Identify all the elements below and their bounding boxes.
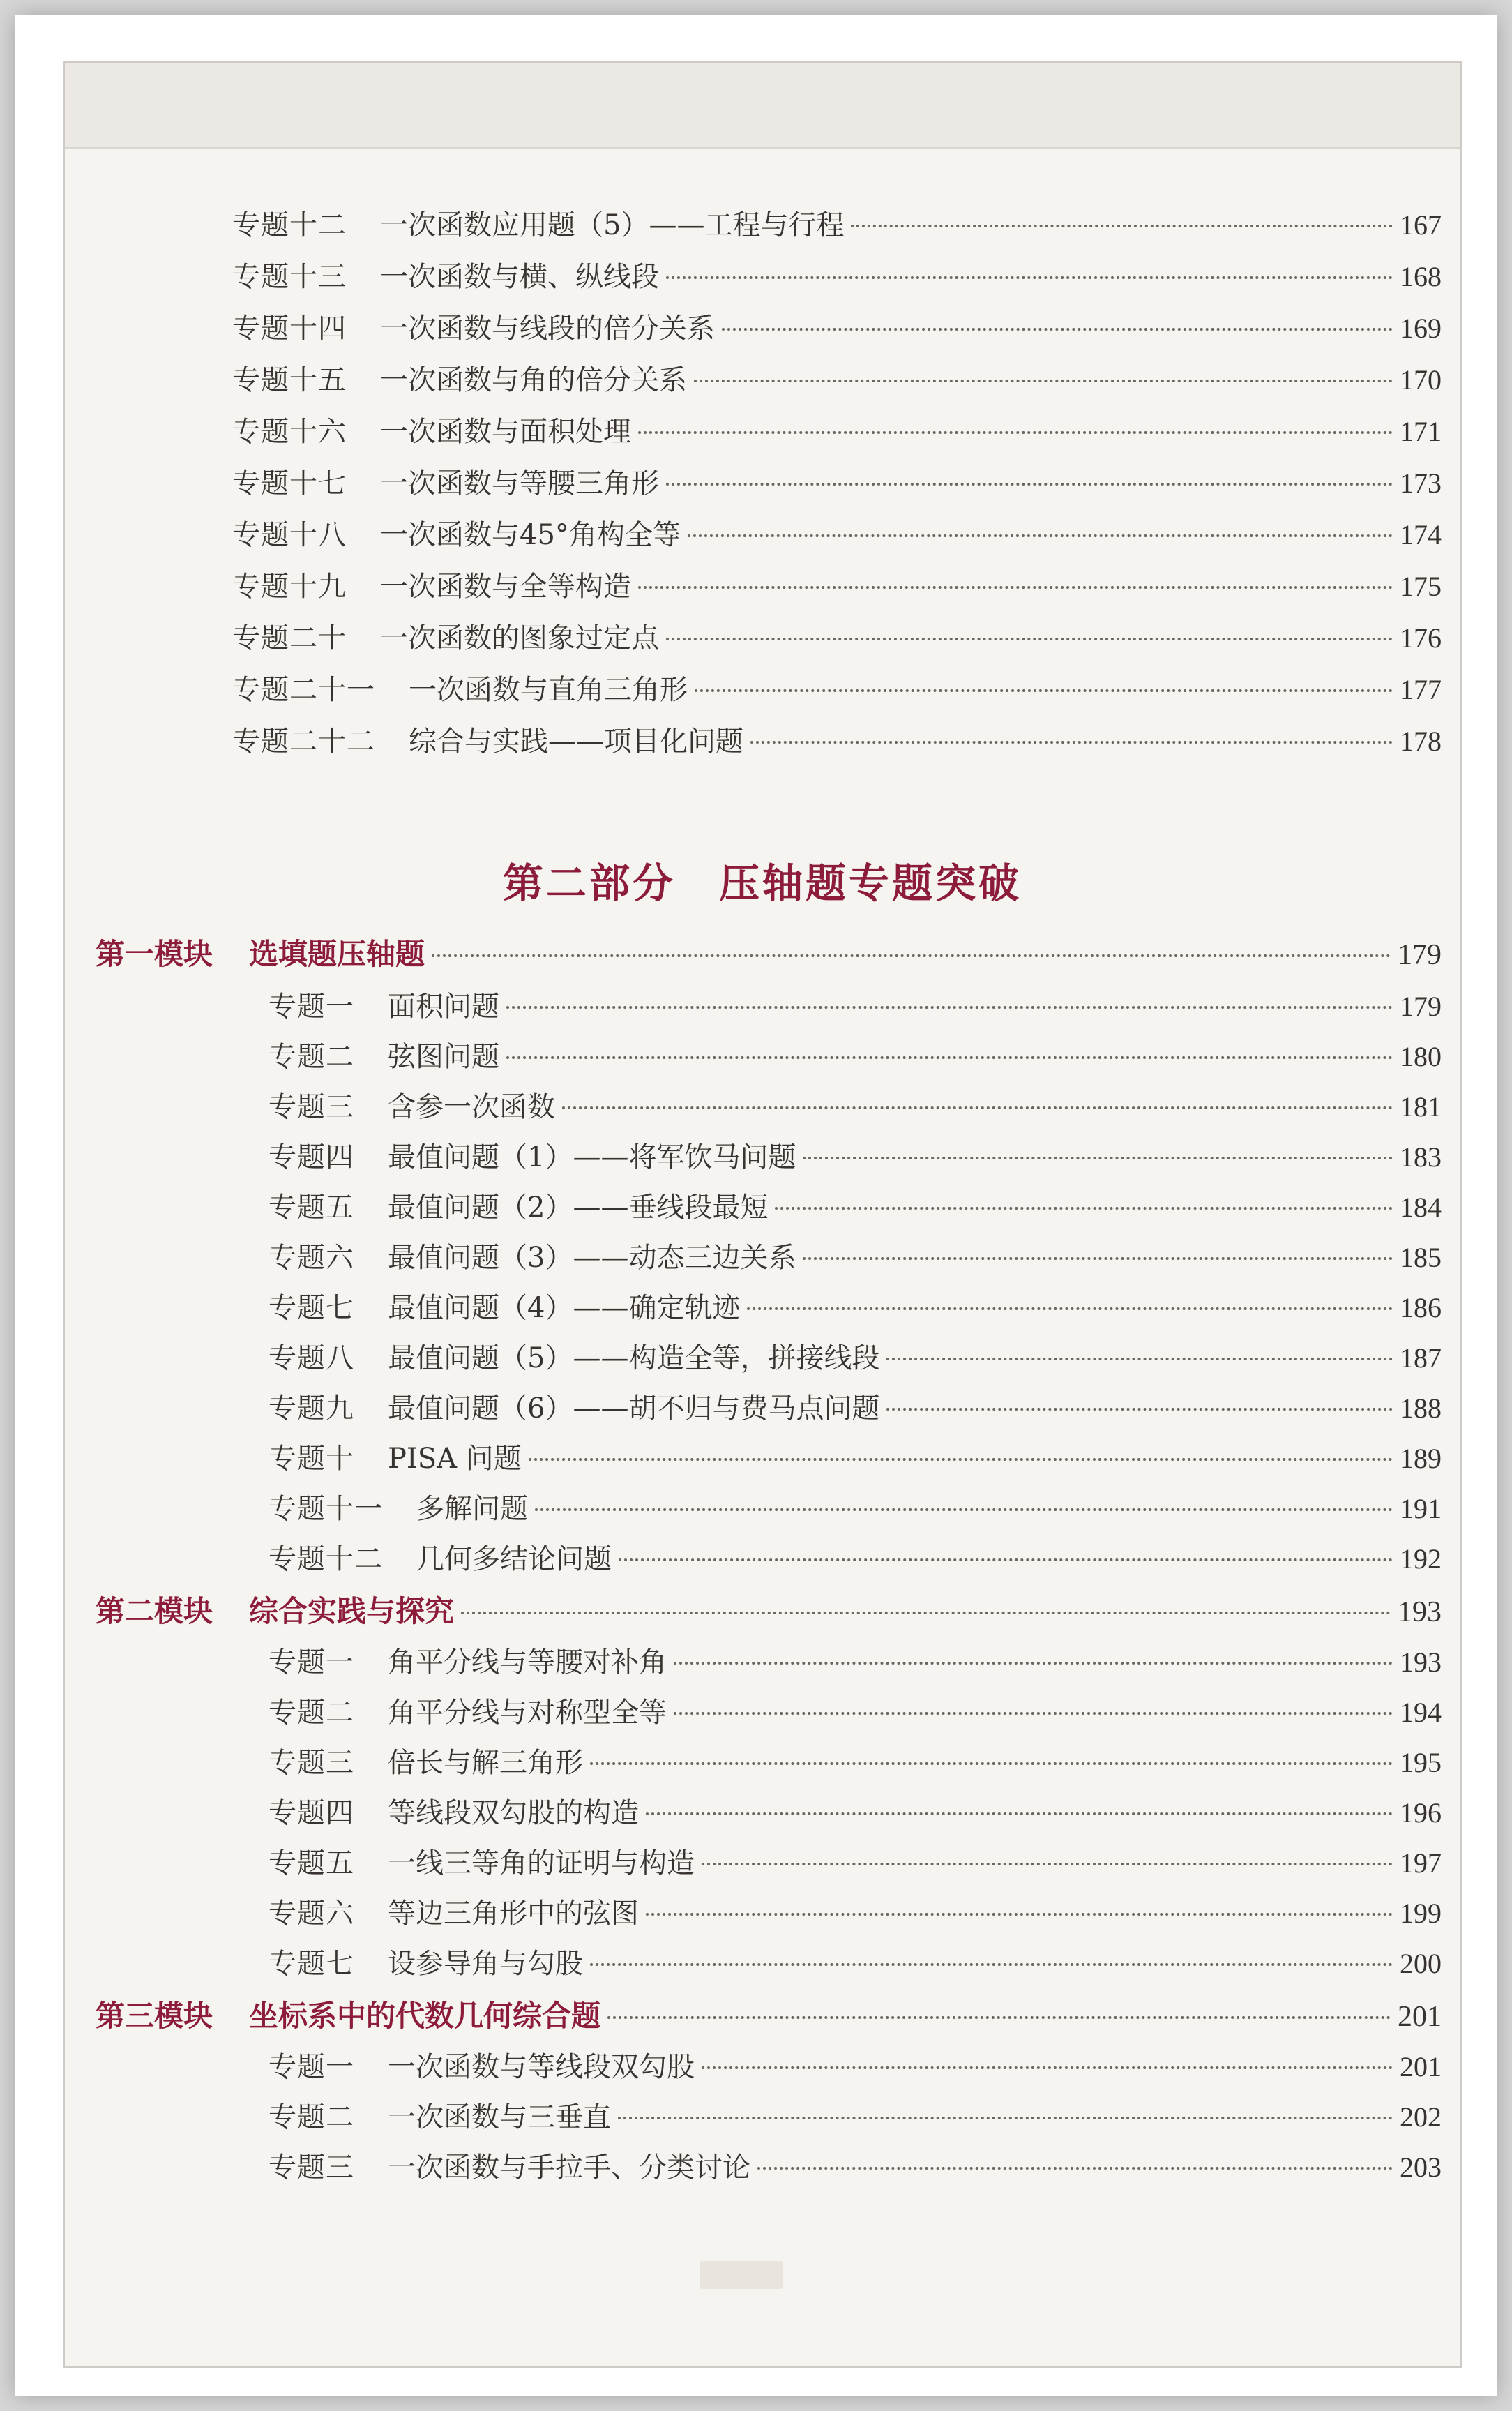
part-title: 第二部分 压轴题专题突破 xyxy=(502,859,1022,907)
toc-entry[interactable]: 专题四 最值问题（1）——将军饮马问题 183 xyxy=(269,1141,1442,1173)
toc-entry[interactable]: 专题十四 一次函数与线段的倍分关系 169 xyxy=(232,313,1442,345)
leader-dots xyxy=(688,534,1393,537)
toc-entry[interactable]: 专题十六 一次函数与面积处理 171 xyxy=(232,416,1442,448)
leader-dots xyxy=(506,1056,1393,1059)
toc-entry[interactable]: 专题五 一线三等角的证明与构造 197 xyxy=(269,1847,1442,1879)
toc-entry[interactable]: 专题四 等线段双勾股的构造 196 xyxy=(269,1797,1442,1829)
leader-dots xyxy=(529,1458,1393,1461)
toc-entry[interactable]: 专题一 角平分线与等腰对补角 193 xyxy=(269,1646,1442,1678)
toc-entry[interactable]: 专题十一 多解问题 191 xyxy=(269,1493,1442,1525)
toc-module[interactable]: 第一模块 选填题压轴题 179 xyxy=(96,937,1442,971)
toc-entry[interactable]: 专题七 设参导角与勾股 200 xyxy=(269,1948,1442,1980)
table-of-contents xyxy=(65,63,1460,2366)
book-page xyxy=(63,61,1462,2368)
toc-entry[interactable]: 专题十二 几何多结论问题 192 xyxy=(269,1543,1442,1575)
toc-entry[interactable]: 专题三 倍长与解三角形 195 xyxy=(269,1747,1442,1779)
toc-entry[interactable]: 专题二 一次函数与三垂直 202 xyxy=(269,2101,1442,2133)
leader-dots xyxy=(851,225,1393,227)
leader-dots xyxy=(757,2167,1393,2170)
leader-dots xyxy=(618,2117,1393,2119)
leader-dots xyxy=(747,1307,1393,1310)
leader-dots xyxy=(607,2016,1391,2019)
page-footer-mark xyxy=(700,2261,783,2289)
toc-module[interactable]: 第二模块 综合实践与探究 193 xyxy=(96,1594,1442,1628)
toc-entry[interactable]: 专题十八 一次函数与45°角构全等 174 xyxy=(232,519,1442,551)
leader-dots xyxy=(694,380,1393,382)
toc-module[interactable]: 第三模块 坐标系中的代数几何综合题 201 xyxy=(96,1999,1442,2033)
toc-entry[interactable]: 专题二 角平分线与对称型全等 194 xyxy=(269,1697,1442,1729)
toc-entry[interactable]: 专题十五 一次函数与角的倍分关系 170 xyxy=(232,364,1442,396)
toc-entry[interactable]: 专题八 最值问题（5）——构造全等，拼接线段 187 xyxy=(269,1342,1442,1374)
toc-entry[interactable]: 专题十三 一次函数与横、纵线段 168 xyxy=(232,261,1442,293)
leader-dots xyxy=(666,483,1393,486)
leader-dots xyxy=(646,1913,1393,1916)
leader-dots xyxy=(646,1812,1393,1815)
toc-entry[interactable]: 专题三 一次函数与手拉手、分类讨论 203 xyxy=(269,2151,1442,2184)
leader-dots xyxy=(638,431,1393,434)
leader-dots xyxy=(590,1762,1393,1765)
leader-dots xyxy=(638,586,1393,589)
toc-entry[interactable]: 专题七 最值问题（4）——确定轨迹 186 xyxy=(269,1292,1442,1324)
leader-dots xyxy=(506,1006,1393,1009)
toc-entry[interactable]: 专题十 PISA 问题 189 xyxy=(269,1443,1442,1475)
leader-dots xyxy=(461,1612,1391,1614)
leader-dots xyxy=(886,1358,1393,1360)
leader-dots xyxy=(562,1106,1393,1109)
toc-entry[interactable]: 专题六 最值问题（3）——动态三边关系 185 xyxy=(269,1242,1442,1274)
toc-entry[interactable]: 专题十二 一次函数应用题（5）——工程与行程 167 xyxy=(232,209,1442,241)
toc-entry[interactable]: 专题一 一次函数与等线段双勾股 201 xyxy=(269,2051,1442,2083)
leader-dots xyxy=(619,1558,1393,1561)
leader-dots xyxy=(775,1207,1393,1210)
leader-dots xyxy=(803,1157,1393,1159)
leader-dots xyxy=(750,741,1393,744)
leader-dots xyxy=(674,1662,1393,1665)
leader-dots xyxy=(695,689,1393,692)
leader-dots xyxy=(432,954,1391,957)
leader-dots xyxy=(803,1257,1393,1260)
leader-dots xyxy=(702,2066,1393,2069)
toc-entry[interactable]: 专题二十二 综合与实践——项目化问题 178 xyxy=(232,726,1442,758)
leader-dots xyxy=(722,328,1393,331)
toc-entry[interactable]: 专题五 最值问题（2）——垂线段最短 184 xyxy=(269,1192,1442,1224)
toc-entry[interactable]: 专题十九 一次函数与全等构造 175 xyxy=(232,571,1442,603)
toc-entry[interactable]: 专题三 含参一次函数 181 xyxy=(269,1091,1442,1123)
leader-dots xyxy=(886,1408,1393,1411)
leader-dots xyxy=(535,1508,1393,1511)
leader-dots xyxy=(666,276,1393,279)
leader-dots xyxy=(590,1963,1393,1966)
paper-sheet xyxy=(15,15,1497,2396)
leader-dots xyxy=(702,1863,1393,1865)
toc-entry[interactable]: 专题二十一 一次函数与直角三角形 177 xyxy=(232,674,1442,706)
toc-entry[interactable]: 专题二 弦图问题 180 xyxy=(269,1041,1442,1073)
leader-dots xyxy=(666,638,1393,640)
toc-entry[interactable]: 专题六 等边三角形中的弦图 199 xyxy=(269,1898,1442,1930)
toc-entry[interactable]: 专题九 最值问题（6）——胡不归与费马点问题 188 xyxy=(269,1392,1442,1425)
leader-dots xyxy=(674,1712,1393,1715)
toc-entry[interactable]: 专题十七 一次函数与等腰三角形 173 xyxy=(232,467,1442,500)
toc-entry[interactable]: 专题一 面积问题 179 xyxy=(269,991,1442,1023)
toc-entry[interactable]: 专题二十 一次函数的图象过定点 176 xyxy=(232,622,1442,654)
